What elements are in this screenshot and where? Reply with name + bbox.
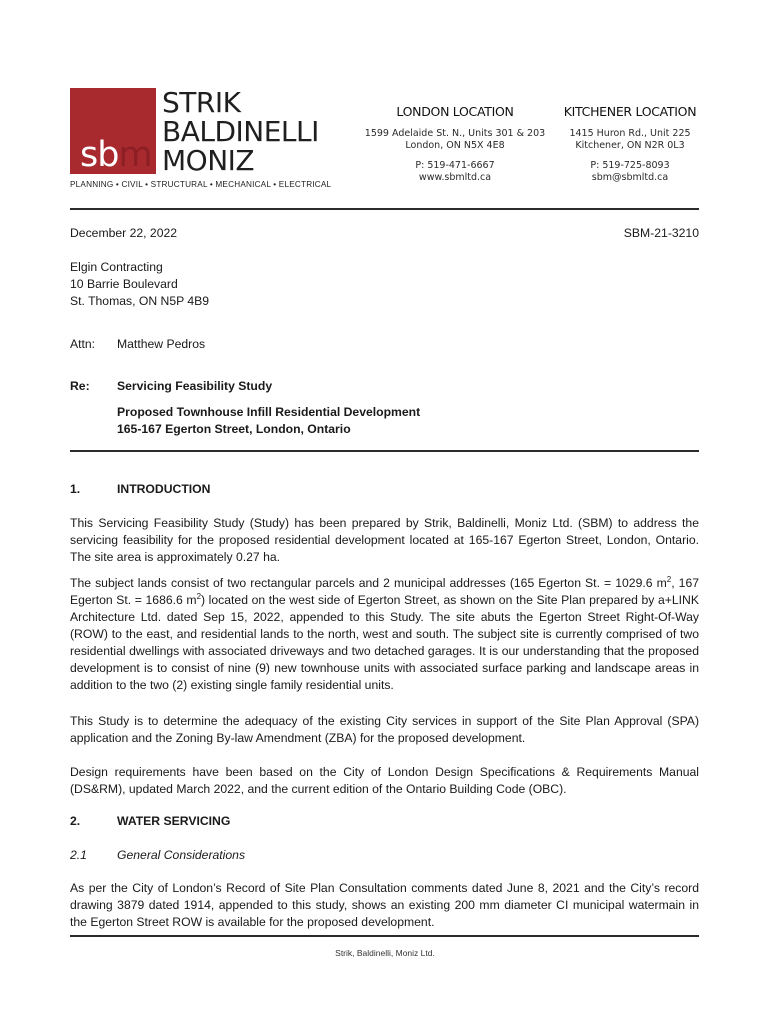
london-address-line2: London, ON N5X 4E8 (405, 140, 505, 151)
section-heading-water-servicing: WATER SERVICING (117, 814, 231, 828)
paragraph-study-purpose: This Study is to determine the adequacy of the existing City services in support of the Site Plan Approval (SPA) application and the Zoning By-law Amendment (ZBA) for the proposed development. (70, 714, 699, 745)
section-number: 2. (70, 814, 81, 828)
footer-divider (70, 935, 699, 937)
recipient-line: Elgin Contracting (70, 260, 163, 274)
kitchener-address-line2: Kitchener, ON N2R 0L3 (575, 140, 685, 151)
recipient-line: 10 Barrie Boulevard (70, 277, 178, 291)
paragraph-watermain: As per the City of London’s Record of Site Plan Consultation comments dated June 8, 2021 and the City’s record drawing 3879 dated 1914, appended to this study, shows an existing 200 mm diameter CI municipal watermain in the Egerton Street ROW is available for the proposed development. (70, 881, 699, 929)
subject-address: 165-167 Egerton Street, London, Ontario (117, 422, 351, 436)
subsection-heading-general: General Considerations (117, 848, 246, 862)
letter-date: December 22, 2022 (70, 226, 178, 240)
kitchener-phone: P: 519-725-8093 (590, 160, 670, 171)
subject-project: Proposed Townhouse Infill Residential Development (117, 405, 421, 419)
recipient-address (70, 259, 209, 310)
section-heading-introduction: INTRODUCTION (117, 482, 211, 496)
kitchener-email-link[interactable]: sbm@sbmltd.ca (591, 172, 669, 183)
header-divider (70, 208, 699, 210)
kitchener-location-block (535, 104, 725, 184)
recipient-line: St. Thomas, ON N5P 4B9 (70, 294, 210, 308)
london-phone: P: 519-471-6667 (415, 160, 495, 171)
london-location-block (360, 104, 550, 184)
re-label: Re: (70, 379, 90, 393)
subsection-number: 2.1 (70, 848, 87, 862)
company-logo (70, 86, 332, 194)
section-number: 1. (70, 482, 81, 496)
paragraph-subject-lands: The subject lands consist of two rectangular parcels and 2 municipal addresses (165 Egerton St. = 1029.6 $m^2$, 167 Egerton St. = 1686.6 $m^2$) located on the west side of Egerton Street, as shown on the Site Plan prepared by a+LINK Architecture Ltd. dated Sep 15, 2022, appended to this Study. The site abuts the Egerton Street Right-Of-Way (ROW) to the east, and residential lands to the north, west and south. The subject site is currently comprised of two residential dwellings with associated driveways and two detached garages. It is our understanding that the proposed development is to consist of nine (9) new townhouse units with associated surface parking and landscape areas in addition to the two (2) existing single family residential units. (70, 574, 700, 692)
logo-tagline: PLANNING • CIVIL • STRUCTURAL • MECHANICAL • ELECTRICAL (70, 180, 332, 189)
logo-company-name: STRIK BALDINELLI MONIZ (162, 86, 319, 177)
attn-label: Attn: (70, 337, 96, 351)
logo-sbm-mark: sbm (80, 135, 152, 175)
subject-divider (70, 450, 699, 452)
london-location-title: LONDON LOCATION (396, 104, 514, 119)
paragraph-intro: This Servicing Feasibility Study (Study) has been prepared by Strik, Baldinelli, Moniz Ltd. (SBM) to address the servicing feasibility for the proposed residential development located at 165-167 Egerton Street, London, Ontario. The site area is approximately 0.27 ha. (70, 516, 699, 564)
kitchener-address-line1: 1415 Huron Rd., Unit 225 (569, 128, 691, 139)
paragraph-design-requirements: Design requirements have been based on the City of London Design Specifications & Requirements Manual (DS&RM), updated March 2022, and the current edition of the Ontario Building Code (OBC). (70, 765, 699, 796)
london-address-line1: 1599 Adelaide St. N., Units 301 & 203 (364, 128, 546, 139)
reference-number: SBM-21-3210 (623, 226, 699, 240)
subject-title: Servicing Feasibility Study (117, 379, 273, 393)
london-website-link[interactable]: www.sbmltd.ca (418, 172, 492, 183)
kitchener-location-title: KITCHENER LOCATION (563, 104, 697, 119)
page-footer: Strik, Baldinelli, Moniz Ltd. (335, 948, 435, 958)
attn-name: Matthew Pedros (117, 337, 206, 351)
